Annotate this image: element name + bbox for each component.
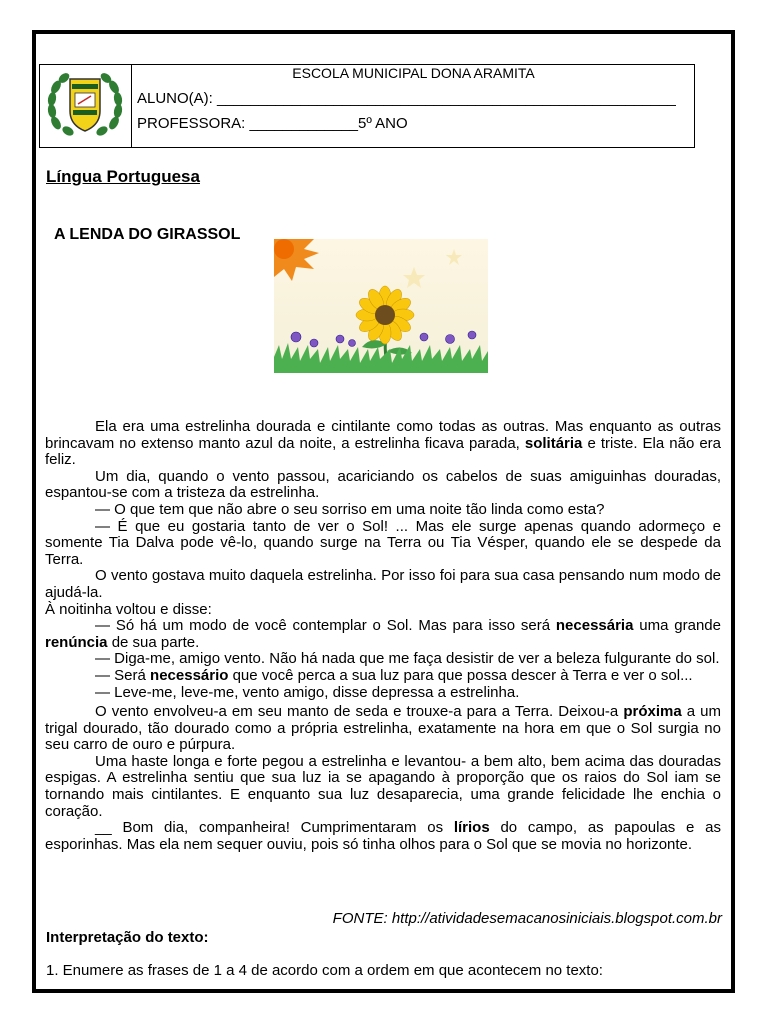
paragraph: Ela era uma estrelinha dourada e cintilante como todas as outras. Mas enquanto as outras brincavam no extenso manto azul da noite, a estrelinha ficava parada, solitária e triste. Ela não era feliz. bbox=[45, 418, 721, 469]
interpretation-heading: Interpretação do texto: bbox=[46, 929, 209, 946]
dialogue-line: — Só há um modo de você contemplar o Sol. Mas para isso será necessária uma grande renúncia de sua parte. bbox=[45, 617, 721, 651]
paragraph: O vento gostava muito daquela estrelinha. Por isso foi para sua casa pensando num modo de ajudá-la. bbox=[45, 567, 721, 601]
dialogue-line: — Será necessário que você perca a sua luz para que possa descer à Terra e ver o sol... bbox=[95, 666, 693, 684]
school-logo bbox=[46, 71, 124, 139]
teacher-field: PROFESSORA: _____________5º ANO bbox=[137, 115, 408, 132]
story-text bbox=[45, 419, 721, 853]
dialogue-line: — Diga-me, amigo vento. Não há nada que me faça desistir de ver a beleza fulgurante do sol. bbox=[95, 650, 720, 668]
paragraph: Um dia, quando o vento passou, acariciando os cabelos de suas amiguinhas douradas, espantou-se com a tristeza da estrelinha. bbox=[45, 467, 721, 502]
dialogue-line: — Leve-me, leve-me, vento amigo, disse depressa a estrelinha. bbox=[95, 683, 520, 701]
question-1: 1. Enumere as frases de 1 a 4 de acordo com a ordem em que acontecem no texto: bbox=[46, 962, 603, 979]
paragraph: Uma haste longa e forte pegou a estrelinha e levantou- a bem alto, bem acima das douradas espigas. A estrelinha sentiu que sua luz ia se apagando à proporção que os raios do Sol iam se tornando mais cintilantes. E enquanto sua luz desaparecia, uma grande felicidade lhe enchia o coração. bbox=[45, 752, 721, 820]
dialogue-line: — O que tem que não abre o seu sorriso em uma noite tão linda como esta? bbox=[95, 500, 605, 518]
paragraph: À noitinha voltou e disse: bbox=[45, 600, 212, 618]
sunflower-illustration bbox=[274, 239, 488, 373]
student-name-field: ALUNO(A): _______________________________________________________ bbox=[137, 90, 676, 107]
source-citation: FONTE: http://atividadesemacanosiniciais.blogspot.com.br bbox=[332, 910, 722, 927]
logo-cell bbox=[40, 65, 132, 147]
paragraph: O vento envolveu-a em seu manto de seda e trouxe-a para a Terra. Deixou-a próxima a um trigal dourado, tão dourado como a própria estrelinha, exatamente na hora em que o Sol surgia no seu carro de ouro e púrpura. bbox=[45, 703, 721, 754]
school-name: ESCOLA MUNICIPAL DONA ARAMITA bbox=[292, 65, 535, 81]
dialogue-line: — É que eu gostaria tanto de ver o Sol! ... Mas ele surge apenas quando adormeço e somente Tia Dalva pode vê-lo, quando surge na Terra ou Tia Vésper, quando ele se despede da Terra. bbox=[45, 517, 721, 568]
story-title: A LENDA DO GIRASSOL bbox=[54, 226, 241, 243]
paragraph: __ Bom dia, companheira! Cumprimentaram os lírios do campo, as papoulas e as esporinhas. Mas ela nem sequer ouviu, pois só tinha olhos para o Sol que se movia no horizonte. bbox=[45, 819, 721, 853]
school-header bbox=[39, 64, 695, 148]
subject-heading: Língua Portuguesa bbox=[46, 167, 200, 186]
